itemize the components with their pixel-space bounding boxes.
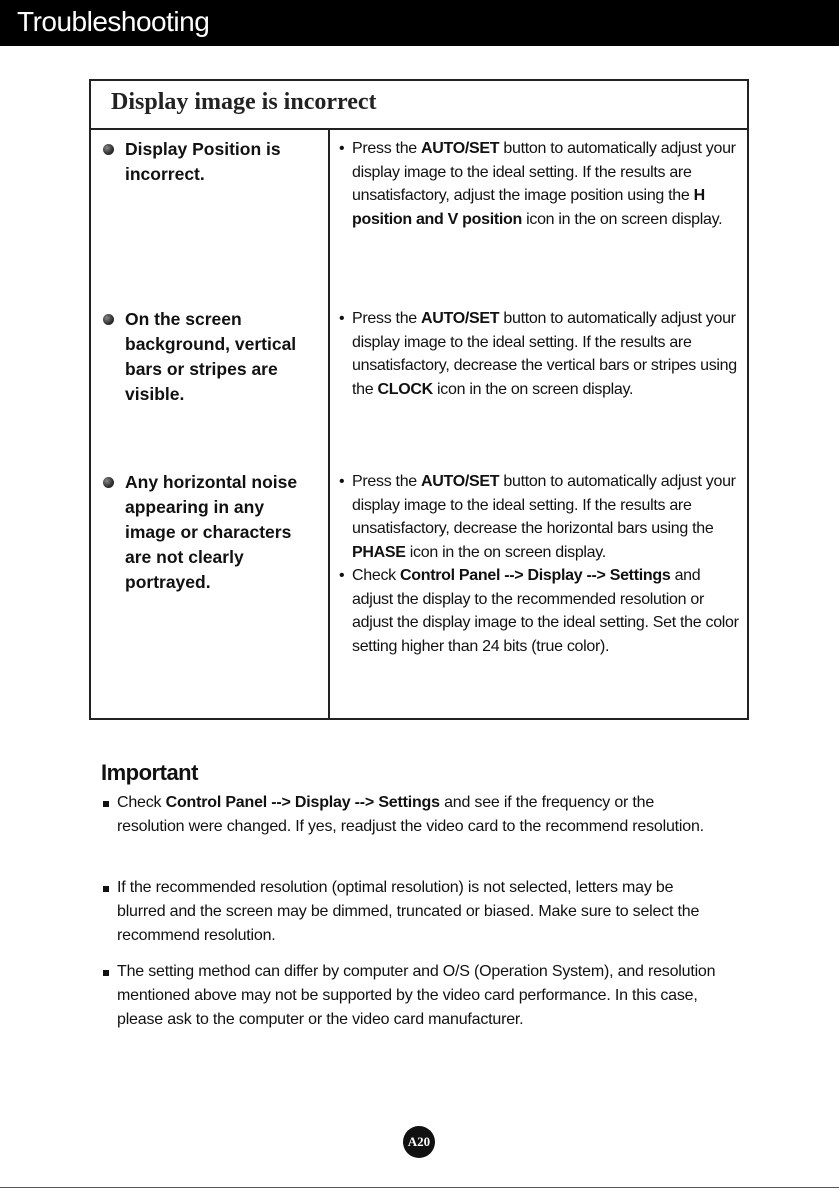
panel-title-divider bbox=[91, 128, 747, 130]
page-title: Troubleshooting bbox=[17, 6, 210, 37]
bullet-icon: • bbox=[339, 310, 345, 327]
text-run: and adjust the display to the recommended resolution or adjust the display image to the ideal setting. Set the color setting higher than 24 bits (true color). bbox=[352, 567, 739, 655]
issue-problem-text: Display Position is incorrect. bbox=[125, 139, 281, 184]
issue-problem-text: Any horizontal noise appearing in any image or characters are not clearly portrayed. bbox=[125, 472, 298, 592]
solution-item bbox=[339, 137, 739, 231]
square-bullet-icon bbox=[103, 886, 109, 892]
text-run: icon in the on screen display. bbox=[521, 210, 723, 228]
troubleshooting-panel bbox=[89, 79, 749, 720]
text-run: Press the bbox=[352, 473, 422, 490]
text-run: Press the bbox=[352, 310, 422, 327]
column-divider bbox=[328, 128, 330, 718]
important-item bbox=[101, 960, 721, 1032]
bold-text: H position and V position bbox=[352, 187, 705, 228]
text-run: button to automatically adjust your display image to the ideal setting. If the results are unsatisfactory, decrease the horizontal bars using the bbox=[352, 473, 736, 537]
bold-text: Control Panel --> Display --> Settings bbox=[165, 794, 440, 811]
issue-solution bbox=[339, 307, 739, 401]
important-item-text bbox=[101, 876, 721, 948]
bullet-icon: • bbox=[339, 140, 345, 157]
text-run: Check bbox=[352, 567, 400, 584]
text-run: Press the bbox=[352, 140, 422, 157]
bullet-icon: • bbox=[339, 473, 345, 490]
text-run: and see if the frequency or the resolution were changed. If yes, readjust the video card to the recommend resolution. bbox=[117, 794, 704, 835]
important-item bbox=[101, 791, 721, 839]
issue-solution bbox=[339, 470, 739, 658]
bold-text: PHASE bbox=[352, 543, 406, 561]
header-bar bbox=[0, 0, 839, 46]
solution-item bbox=[339, 307, 739, 401]
page-bottom-rule bbox=[0, 1187, 839, 1188]
solution-item bbox=[339, 564, 739, 658]
solution-item bbox=[339, 470, 739, 564]
text-run: If the recommended resolution (optimal resolution) is not selected, letters may be blurred and the screen may be dimmed, truncated or biased. Make sure to select the recommend resolution. bbox=[117, 879, 700, 944]
square-bullet-icon bbox=[103, 970, 109, 976]
bold-text: CLOCK bbox=[377, 380, 433, 398]
issue-solution bbox=[339, 137, 739, 231]
text-run: Check bbox=[117, 794, 166, 811]
text-run: icon in the on screen display. bbox=[405, 543, 606, 561]
text-run: The setting method can differ by computer and O/S (Operation System), and resolution mentioned above may not be supported by the video card performance. In this case, please ask to the computer or the video card manufacturer. bbox=[117, 963, 716, 1028]
text-run: button to automatically adjust your display image to the ideal setting. If the results are unsatisfactory, decrease the vertical bars or stripes using the bbox=[352, 310, 737, 398]
issue-problem bbox=[103, 470, 303, 595]
bullet-dot-icon bbox=[103, 314, 114, 325]
bold-text: AUTO/SET bbox=[421, 310, 500, 327]
page-number-badge: A20 bbox=[403, 1126, 435, 1158]
bullet-dot-icon bbox=[103, 477, 114, 488]
text-run: icon in the on screen display. bbox=[432, 380, 634, 398]
important-heading: Important bbox=[101, 760, 198, 785]
issue-problem bbox=[103, 137, 303, 187]
bullet-dot-icon bbox=[103, 144, 114, 155]
issue-problem bbox=[103, 307, 303, 407]
square-bullet-icon bbox=[103, 801, 109, 807]
important-item bbox=[101, 876, 721, 948]
bold-text: AUTO/SET bbox=[421, 473, 500, 490]
panel-title: Display image is incorrect bbox=[111, 89, 377, 115]
bold-text: AUTO/SET bbox=[421, 140, 500, 157]
bullet-icon: • bbox=[339, 567, 345, 584]
important-item-text bbox=[101, 791, 721, 839]
text-run: button to automatically adjust your display image to the ideal setting. If the results are unsatisfactory, adjust the image position using the bbox=[352, 140, 736, 204]
issue-problem-text: On the screen background, vertical bars or stripes are visible. bbox=[125, 309, 297, 404]
bold-text: Control Panel --> Display --> Settings bbox=[400, 567, 671, 584]
important-item-text bbox=[101, 960, 721, 1032]
